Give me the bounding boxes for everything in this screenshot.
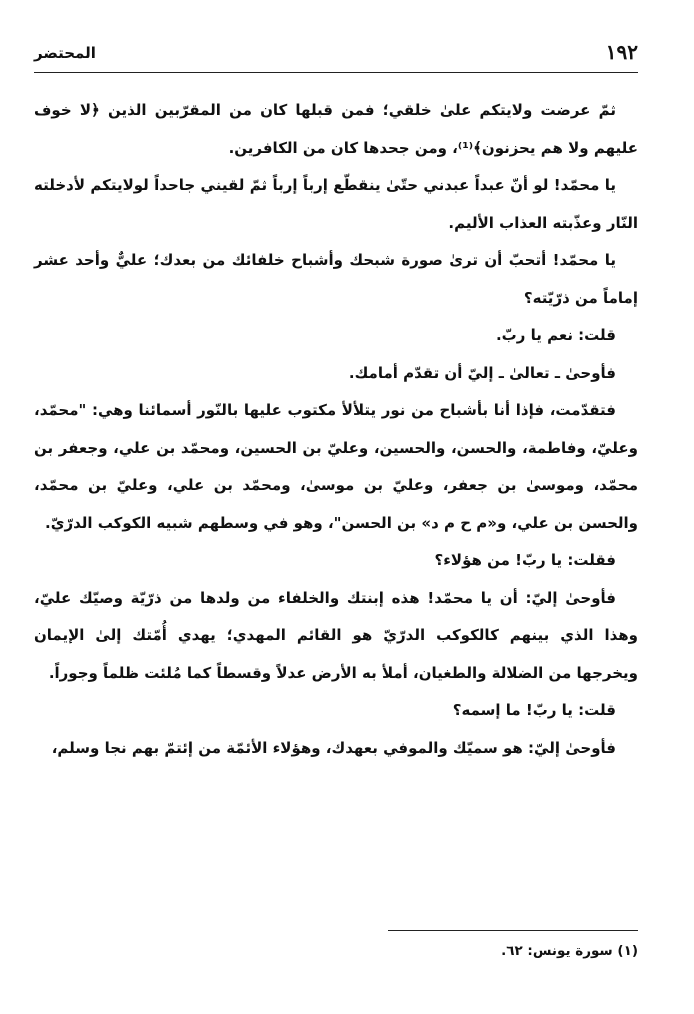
paragraph: فتقدّمت، فإذا أنا بأشباح من نور يتلألأ مكتوب عليها بالنّور أسمائنا وهي: "محمّد، وعليّ، وفاطمة، والحسن، والحسين، وعليّ بن الحسين، ومحمّد بن علي، وجعفر بن محمّد، وموسىٰ بن جعفر، وعليّ بن موسىٰ، ومحمّد بن علي، وعليّ بن محمّد، والحسن بن علي، و«م ح م د» بن الحسن"، وهو في وسطهم شبيه الكوكب الدرّيّ. xyxy=(34,401,638,532)
body-text xyxy=(34,92,638,767)
paragraph: فقلت: يا ربّ! من هؤلاء؟ xyxy=(434,551,616,569)
footnote: (١) سورة يونس: ٦٢. xyxy=(501,943,638,959)
paragraph: فأوحىٰ ـ تعالىٰ ـ إليّ أن تقدّم أمامك. xyxy=(348,363,616,382)
page-number: ١٩٢ xyxy=(605,40,638,64)
paragraph: يا محمّد! أتحبّ أن ترىٰ صورة شبحك وأشباح خلفائك من بعدك؛ عليٌّ وأحد عشر إماماً من ذرّيّته؟ xyxy=(34,251,638,307)
paragraph: فأوحىٰ إليّ: هو سميّك والموفي بعهدك، وهؤلاء الأئمّة من إئتمّ بهم نجا وسلم، xyxy=(51,738,616,757)
footnote-divider xyxy=(388,930,638,931)
paragraph: قلت: يا ربّ! ما إسمه؟ xyxy=(452,701,616,719)
paragraph: ثمّ عرضت ولايتكم علىٰ خلقي؛ فمن قبلها كان من المقرّبين الذين ﴿لا خوف عليهم ولا هم يحزنون﴾⁽¹⁾، ومن جحدها كان من الكافرين. xyxy=(34,101,638,157)
paragraph: قلت: نعم يا ربّ. xyxy=(495,326,616,344)
paragraph: فأوحىٰ إليّ: أن يا محمّد! هذه إبنتك والخلفاء من ولدها من ذرّيّة وصيّك عليّ، وهذا الذي بينهم كالكوكب الدرّيّ هو القائم المهدي؛ يهدي أُمّتك إلىٰ الإيمان ويخرجها من الضلالة والطغيان، أملأ به الأرض عدلاً وقسطاً كما مُلئت ظلماً وجوراً. xyxy=(34,588,638,682)
running-title: المحتضر xyxy=(34,44,96,62)
header-divider xyxy=(34,72,638,73)
page-header xyxy=(34,40,638,70)
paragraph: يا محمّد! لو أنّ عبداً عبدني حتّىٰ ينقطّع إرباً إرباً ثمّ لقيني جاحداً لولايتكم لأدخلته النّار وعذّبته العذاب الأليم. xyxy=(34,176,638,232)
